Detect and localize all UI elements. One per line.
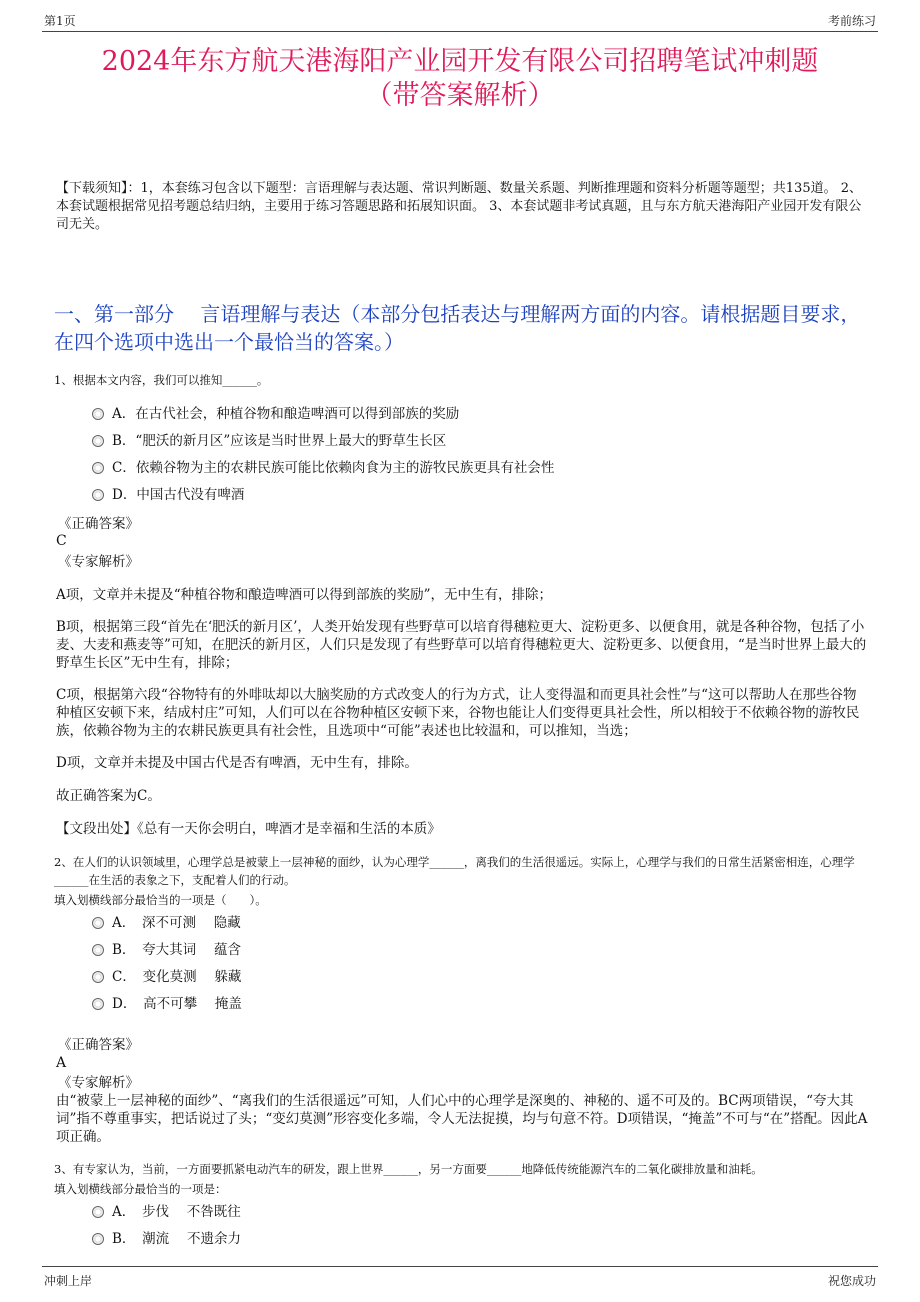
question-2-analysis-label: 《专家解析》 <box>58 1075 139 1091</box>
question-1-source: 【文段出处】《总有一天你会明白，啤酒才是幸福和生活的本质》 <box>56 821 441 837</box>
footer-left: 冲刺上岸 <box>44 1274 93 1288</box>
question-1-analysis-d: D项，文章并未提及中国古代是否有啤酒，无中生有，排除。 <box>56 755 418 771</box>
question-1-analysis-c: C项，根据第六段“谷物特有的外啡呔却以大脑奖励的方式改变人的行为方式，让人变得温和而更具社会性”与“这可以帮助人在那些谷物种植区安顿下来，结成村庄”可知，人们可以在谷物种植区安顿下来，谷物也能让人们变得更具社会性，所以相较于不依赖谷物的游牧民族，依赖谷物为主的农耕民族更具有社会性，且选项中“可能”表述也比较温和，可以推知，当选； <box>56 687 860 739</box>
option-label: B．“肥沃的新月区”应该是当时世界上最大的野草生长区 <box>112 433 447 449</box>
question-2-answer-label: 《正确答案》 <box>58 1037 139 1053</box>
section-heading: 一、第一部分 言语理解与表达（本部分包括表达与理解两方面的内容。请根据题目要求，在四个选项中选出一个最恰当的答案。） <box>54 302 861 354</box>
question-1-option-c[interactable] <box>92 459 554 477</box>
option-label: C．依赖谷物为主的农耕民族可能比依赖肉食为主的游牧民族更具有社会性 <box>112 460 555 476</box>
header-divider <box>42 31 878 32</box>
radio-icon[interactable] <box>92 944 104 956</box>
radio-icon[interactable] <box>92 408 104 420</box>
radio-icon[interactable] <box>92 462 104 474</box>
question-1-option-a[interactable] <box>92 405 459 423</box>
question-3-stem: 3、有专家认为，当前，一方面要抓紧电动汽车的研发，跟上世界______，另一方面要______地降低传统能源汽车的二氧化碳排放量和油耗。 <box>54 1162 763 1176</box>
radio-icon[interactable] <box>92 1233 104 1245</box>
question-2-instruction: 填入划横线部分最恰当的一项是（ ）。 <box>54 893 267 907</box>
option-label: A． 步伐 不咎既往 <box>112 1204 241 1220</box>
question-1-answer-label: 《正确答案》 <box>58 516 139 532</box>
question-3-option-b[interactable] <box>92 1230 241 1248</box>
question-2-option-b[interactable] <box>92 941 241 959</box>
option-label: D．中国古代没有啤酒 <box>112 487 245 503</box>
question-3-instruction: 填入划横线部分最恰当的一项是： <box>54 1182 227 1196</box>
question-2-option-a[interactable] <box>92 914 241 932</box>
question-3-option-a[interactable] <box>92 1203 241 1221</box>
question-2-option-c[interactable] <box>92 968 241 986</box>
question-1-analysis-label: 《专家解析》 <box>58 554 139 570</box>
footer-right: 祝您成功 <box>827 1274 876 1288</box>
option-label: A．在古代社会，种植谷物和酿造啤酒可以得到部族的奖励 <box>112 406 460 422</box>
footer-divider <box>42 1266 878 1267</box>
option-label: A． 深不可测 隐藏 <box>112 915 241 931</box>
question-2-option-d[interactable] <box>92 995 242 1013</box>
radio-icon[interactable] <box>92 917 104 929</box>
question-2-stem: 2、在人们的认识领域里，心理学总是被蒙上一层神秘的面纱，认为心理学______，离我们的生活很遥远。实际上，心理学与我们的日常生活紧密相连，心理学______在生活的表象之下，支配着人们的行动。 <box>54 855 855 887</box>
header-label: 考前练习 <box>827 14 876 28</box>
radio-icon[interactable] <box>92 971 104 983</box>
question-1-option-d[interactable] <box>92 486 244 504</box>
option-label: D． 高不可攀 掩盖 <box>112 996 242 1012</box>
option-label: B． 夸大其词 蕴含 <box>112 942 241 958</box>
option-label: C． 变化莫测 躲藏 <box>112 969 242 985</box>
download-notice: 【下载须知】：1，本套练习包含以下题型：言语理解与表达题、常识判断题、数量关系题、判断推理题和资料分析题等题型；共135道。 2、本套试题根据常见招考题总结归纳，主要用于练习答题思路和拓展知识面。 3、本套试题非考试真题，且与东方航天港海阳产业园开发有限公司无关。 <box>56 181 862 232</box>
document-title: 2024年东方航天港海阳产业园开发有限公司招聘笔试冲刺题 <box>101 46 819 77</box>
question-1-analysis-b: B项，根据第三段“首先在‘肥沃的新月区’，人类开始发现有些野草可以培育得穗粒更大、淀粉更多、以便食用，就是各种谷物，包括了小麦、大麦和燕麦等”可知，在肥沃的新月区，人们只是发现了有些野草可以培育得穗粒更大、淀粉更多、以便食用，“是当时世界上最大的野草生长区”无中生有，排除； <box>56 619 867 671</box>
radio-icon[interactable] <box>92 435 104 447</box>
document-subtitle: （带答案解析） <box>365 80 555 111</box>
radio-icon[interactable] <box>92 998 104 1010</box>
question-1-stem: 1、根据本文内容，我们可以推知______。 <box>54 373 269 387</box>
question-1-analysis-a: A项，文章并未提及“种植谷物和酿造啤酒可以得到部族的奖励”，无中生有，排除； <box>56 587 553 603</box>
question-2-analysis: 由“被蒙上一层神秘的面纱”、“离我们的生活很遥远”可知，人们心中的心理学是深奥的、神秘的、遥不可及的。BC两项错误，“夸大其词”指不尊重事实，把话说过了头；“变幻莫测”形容变化多端，令人无法捉摸，均与句意不符。D项错误，“掩盖”不可与“在”搭配。因此A项正确。 <box>56 1093 868 1145</box>
question-1-option-b[interactable] <box>92 432 446 450</box>
question-2-answer: A <box>56 1055 67 1071</box>
question-1-conclusion: 故正确答案为C。 <box>56 788 161 804</box>
option-label: B． 潮流 不遗余力 <box>112 1231 241 1247</box>
question-1-answer: C <box>56 533 67 549</box>
radio-icon[interactable] <box>92 1206 104 1218</box>
page-number: 第1页 <box>44 14 76 28</box>
radio-icon[interactable] <box>92 489 104 501</box>
